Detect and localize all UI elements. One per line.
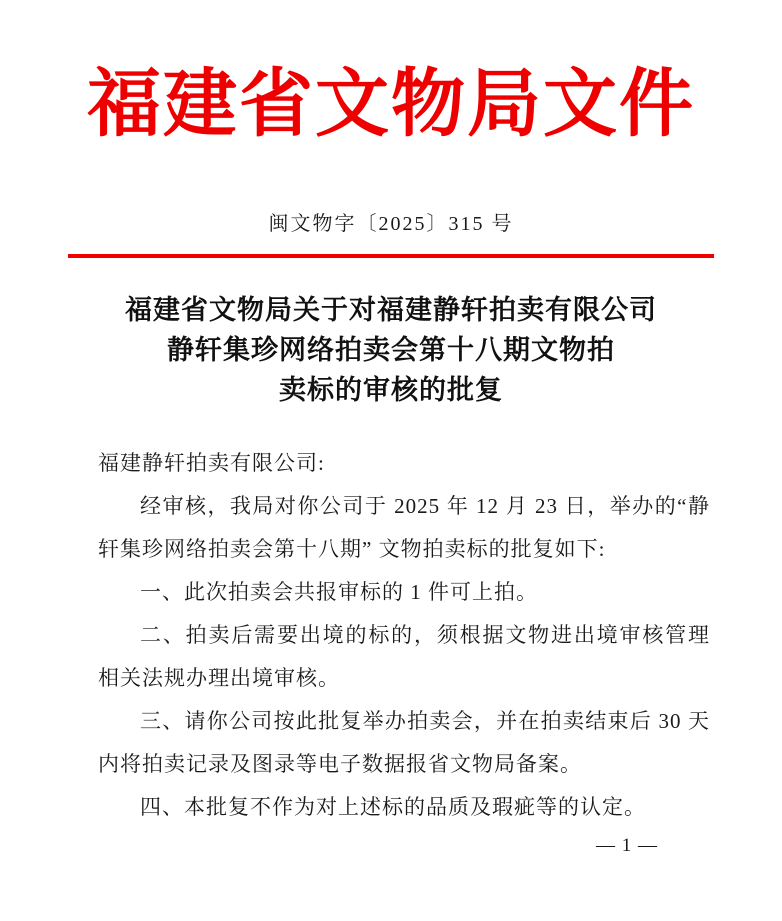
document-title <box>0 290 782 410</box>
document-number: 闽文物字〔2025〕315 号 <box>268 213 514 235</box>
page-number: — 1 — <box>596 835 658 856</box>
salutation: 福建静轩拍卖有限公司: <box>98 451 325 475</box>
document-title-line-2: 静轩集珍网络拍卖会第十八期文物拍 <box>167 335 615 365</box>
red-separator-line <box>68 254 714 258</box>
body-paragraph: 一、此次拍卖会共报审标的 1 件可上拍。 <box>140 580 538 604</box>
body-paragraph: 三、请你公司按此批复举办拍卖会，并在拍卖结束后 30 天内将拍卖记录及图录等电子数据报省文物局备案。 <box>98 709 710 776</box>
body-paragraph: 二、拍卖后需要出境的标的，须根据文物进出境审核管理相关法规办理出境审核。 <box>98 623 710 690</box>
document-title-line-1: 福建省文物局关于对福建静轩拍卖有限公司 <box>125 295 657 325</box>
document-title-line-3: 卖标的审核的批复 <box>279 375 503 405</box>
document-body <box>98 442 710 829</box>
body-paragraph: 四、本批复不作为对上述标的品质及瑕疵等的认定。 <box>140 795 646 819</box>
body-paragraph: 经审核，我局对你公司于 2025 年 12 月 23 日，举办的“静轩集珍网络拍卖会第十八期” 文物拍卖标的批复如下: <box>98 494 710 561</box>
document-header-title: 福建省文物局文件 <box>87 64 695 146</box>
